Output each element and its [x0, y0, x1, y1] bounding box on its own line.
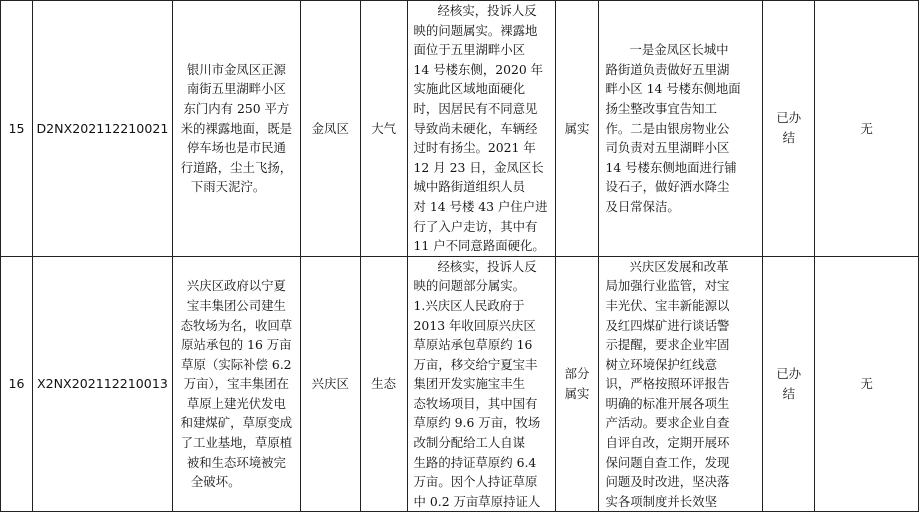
case-code: X2NX202112210013: [32, 256, 172, 512]
pollution-category: 大气: [360, 1, 407, 257]
handling-measures: 一是金凤区长城中 路街道负责做好五里湖 畔小区 14 号楼东侧地面 扬尘整改事宜告知工 作。二是由银房物业公 司负责对五里湖畔小区 14 号楼东侧地面进行铺 设石子，做好洒水降尘 及日常保洁。: [599, 1, 763, 257]
completion-status: 已办 结: [763, 256, 815, 512]
row-number: 16: [1, 256, 33, 512]
table-row: [1, 1, 919, 257]
is-true: 部分 属实: [555, 256, 599, 512]
verification-result: 经核实，投诉人反 映的问题属实。裸露地 面位于五里湖畔小区 14 号楼东侧，2020 年 实施此区域地面硬化 时，因居民有不同意见 导致尚未硬化，车辆经 过时有扬尘。2021 年 12 月 23 日，金凤区长 城中路街道组织人员 对 14 号楼 43 户住户进 行了入户走访，其中有 11 户不同意路面硬化。: [407, 1, 555, 257]
is-true: 属实: [555, 1, 599, 257]
verification-result: 经核实，投诉人反 映的问题部分属实。 1.兴庆区人民政府于 2013 年收回原兴庆区 草原站承包草原约 16 万亩，移交给宁夏宝丰 集团开发实施宝丰生 态牧场项目，其中国有 草原约 9.6 万亩，牧场 改制分配给工人自谋 生路的持证草原约 6.4 万亩。因个人持证草原 中 0.2 万亩草原持证人: [407, 256, 555, 512]
case-code: D2NX202112210021: [32, 1, 172, 257]
row-number: 15: [1, 1, 33, 257]
accountability: 无: [815, 256, 919, 512]
pollution-category: 生态: [360, 256, 407, 512]
district: 金凤区: [300, 1, 360, 257]
completion-status: 已办 结: [763, 1, 815, 257]
district: 兴庆区: [300, 256, 360, 512]
handling-measures: 兴庆区发展和改革 局加强行业监管，对宝 丰光伏、宝丰新能源以 及红四煤矿进行谈话警 示提醒，要求企业牢固 树立环境保护红线意 识，严格按照环评报告 明确的标准开展各项生 产活动。要求企业自查 自评自改，定期开展环 保问题自查工作，发现 问题及时改进，坚决落 实各项制度并长效坚: [599, 256, 763, 512]
complaint-content: 兴庆区政府以宁夏 宝丰集团公司建生 态牧场为名，收回草 原站承包的 16 万亩 草原（实际补偿 6.2 万亩），宝丰集团在 草原上建光伏发电 和建煤矿，草原变成 了工业基地，草原植 被和生态环境被完 全破坏。: [172, 256, 300, 512]
accountability: 无: [815, 1, 919, 257]
table-row: [1, 256, 919, 512]
complaint-content: 银川市金凤区正源 南街五里湖畔小区 东门内有 250 平方 米的裸露地面，既是 停车场也是市民通 行道路，尘土飞扬， 下雨天泥泞。: [172, 1, 300, 257]
